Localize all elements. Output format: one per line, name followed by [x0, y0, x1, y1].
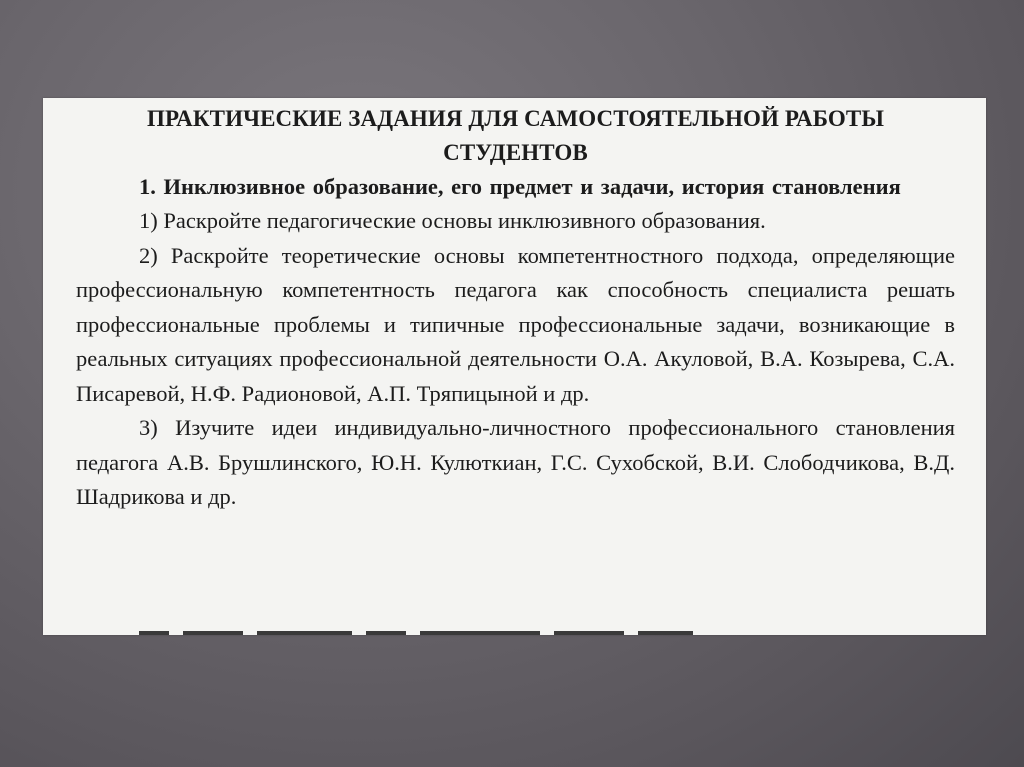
task-item-3: 3) Изучите идеи индивидуально-личностного профессионального становления педагога А.В. Брушлинского, Ю.Н. Кулюткиан, Г.С. Сухобской, В.И. Слободчикова, В.Д. Шадрикова и др. — [76, 415, 955, 509]
document-panel — [43, 98, 986, 635]
cut-off-text-line — [139, 631, 799, 635]
section-heading: 1. Инклюзивное образование, его предмет и задачи, история становления — [139, 174, 901, 199]
document-content — [76, 102, 955, 515]
task-item-1: 1) Раскройте педагогические основы инклюзивного образования. — [139, 208, 766, 233]
task-item-2: 2) Раскройте теоретические основы компетентностного подхода, определяющие профессиональную компетентность педагога как способность специалиста решать профессиональные проблемы и типичные профессиональные задачи, возникающие в реальных ситуациях профессиональной деятельности О.А. Акуловой, В.А. Козырева, С.А. Писаревой, Н.Ф. Радионовой, А.П. Тряпицыной и др. — [76, 242, 955, 406]
document-title: ПРАКТИЧЕСКИЕ ЗАДАНИЯ ДЛЯ САМОСТОЯТЕЛЬНОЙ РАБОТЫ СТУДЕНТОВ — [146, 106, 885, 165]
